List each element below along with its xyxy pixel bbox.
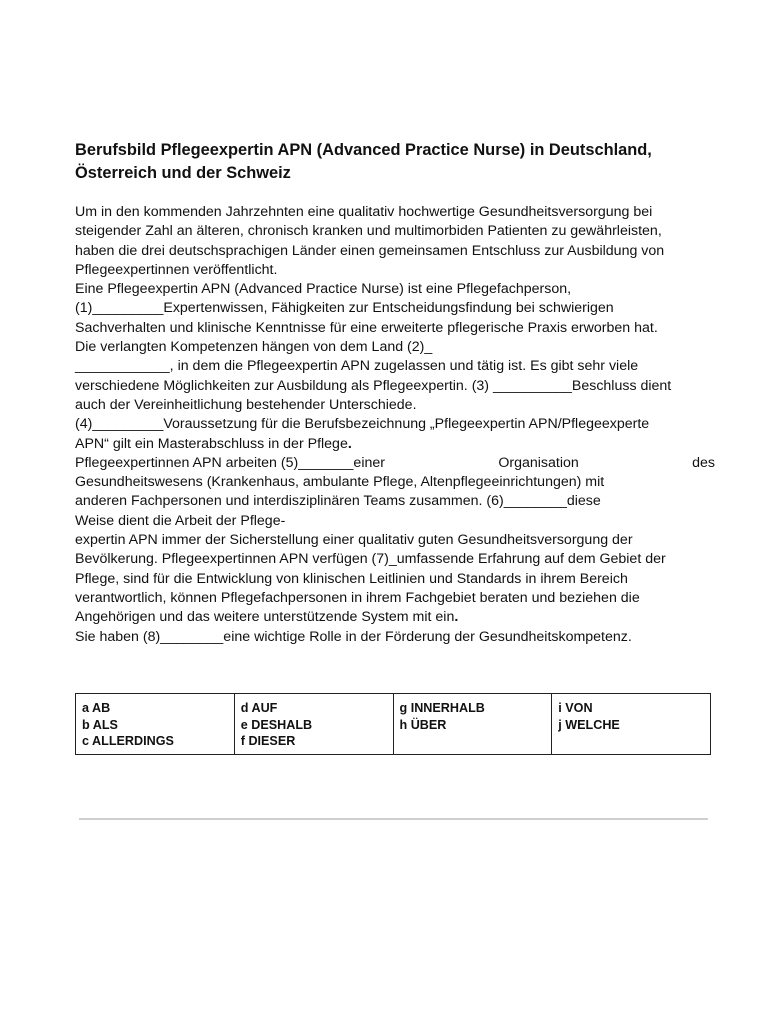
option-c: c ALLERDINGS [82,734,174,748]
text-line: Eine Pflegeexpertin APN (Advanced Practice Nurse) ist eine Pflegefachperson, [75,281,572,298]
text-line: Pflege, sind für die Entwicklung von klinischen Leitlinien und Standards in ihrem Bereich [75,570,628,587]
word-bank-cell-2 [234,694,393,755]
option-i: i VON [558,701,593,715]
text-line: steigender Zahl an älteren, chronisch kranken und multimorbiden Patienten zu gewährleisten, [75,223,662,240]
text-segment: APN“ gilt ein Masterabschluss in der Pflege [75,435,348,452]
option-e: e DESHALB [240,717,313,732]
text-line-gap-6: anderen Fachpersonen und interdisziplinären Teams zusammen. (6)________diese [75,493,601,510]
exercise-text [75,203,715,647]
word-bank-table [75,693,711,755]
text-line [75,608,715,627]
text-line: ____________, in dem die Pflegeexpertin APN zugelassen und tätig ist. Es gibt sehr viele [75,358,639,375]
text-line: verantwortlich, können Pflegefachpersonen in ihrem Fachgebiet beraten und beziehen die [75,589,640,606]
option-a: a AB [82,701,111,715]
text-line: Gesundheitswesens (Krankenhaus, ambulante Pflege, Altenpflegeeinrichtungen) mit [75,474,605,491]
word-bank-cell-1 [76,694,235,755]
text-line-gap-1: (1)_________Expertenwissen, Fähigkeiten zur Entscheidungsfindung bei schwierigen [75,300,614,317]
text-line-gap-4: (4)_________Voraussetzung für die Berufsbezeichnung „Pflegeexpertin APN/Pflegeexperte [75,416,650,433]
text-line: expertin APN immer der Sicherstellung einer qualitativ guten Gesundheitsversorgung der [75,532,633,549]
text-line-gap-2: Die verlangten Kompetenzen hängen von dem Land (2)_ [75,339,433,356]
text-line: auch der Vereinheitlichung bestehender Unterschiede. [75,396,417,413]
horizontal-divider [79,818,708,820]
text-line: Pflegeexpertinnen veröffentlicht. [75,261,278,278]
option-j: j WELCHE [558,717,620,732]
text-line: Sachverhalten und klinische Kenntnisse für eine erweiterte pflegerische Praxis erworben hat. [75,319,658,336]
text-segment: Organisation [498,454,579,471]
text-segment: Angehörigen und das weitere unterstützende System mit ein [75,609,455,626]
document-title: Berufsbild Pflegeexpertin APN (Advanced Practice Nurse) in Deutschland, Österreich und der Schweiz [75,141,652,182]
bold-period: . [347,435,352,452]
text-segment: des [692,454,715,471]
word-bank-cell-3 [393,694,552,755]
option-d: d AUF [240,701,278,715]
text-segment: Pflegeexpertinnen APN arbeiten (5)_______einer [75,454,385,471]
option-b: b ALS [82,717,118,732]
text-line [75,435,715,454]
option-h: h ÜBER [399,717,447,732]
option-f: f DIESER [240,734,296,748]
bold-period: . [454,609,459,626]
text-line: haben die drei deutschsprachigen Länder einen gemeinsamen Entschluss zur Ausbildung von [75,242,665,259]
text-line-gap-7: Bevölkerung. Pflegeexpertinnen APN verfügen (7)_umfassende Erfahrung auf dem Gebiet der [75,551,666,568]
text-line: Um in den kommenden Jahrzehnten eine qualitativ hochwertige Gesundheitsversorgung bei [75,204,653,220]
word-bank-cell-4 [552,694,711,755]
option-g: g INNERHALB [399,701,485,715]
text-line-gap-3: verschiedene Möglichkeiten zur Ausbildung als Pflegeexpertin. (3) __________Beschluss dient [75,377,672,394]
text-line-gap-8: Sie haben (8)________eine wichtige Rolle in der Förderung der Gesundheitskompetenz. [75,628,632,645]
text-line: Weise dient die Arbeit der Pflege- [75,512,286,529]
word-bank-row [76,694,711,755]
text-line-gap-5 [75,454,715,473]
